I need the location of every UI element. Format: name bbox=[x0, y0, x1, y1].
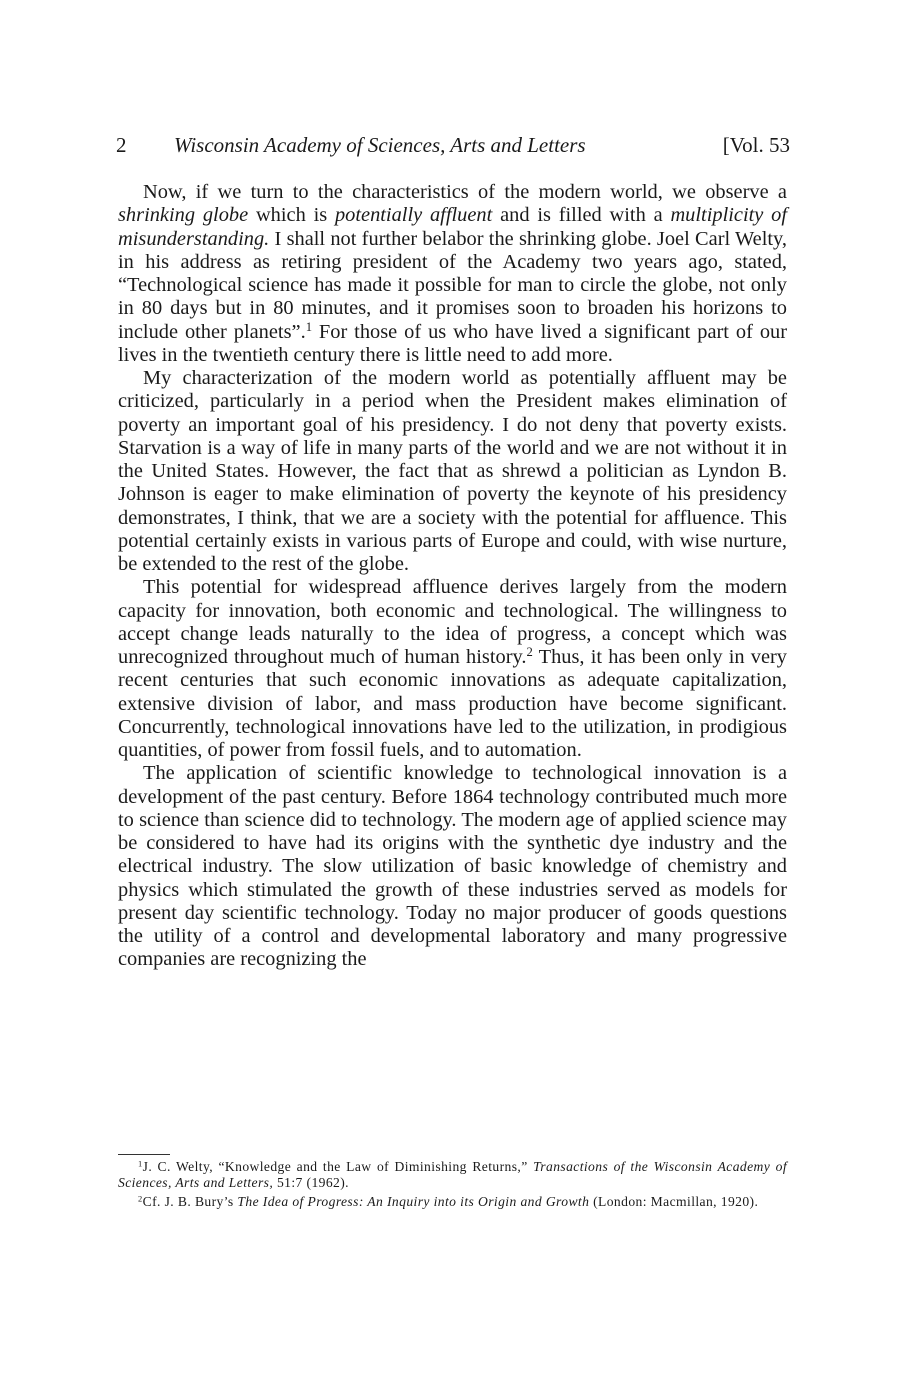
text-run: Cf. J. B. Bury’s bbox=[142, 1194, 238, 1209]
page-number: 2 bbox=[116, 133, 127, 157]
footnote-1 bbox=[118, 1159, 787, 1190]
text-run: and is filled with a bbox=[492, 204, 671, 227]
text-run: Thus, it has been only in very recent centuries that such economic innovations as adequate capitalization, extensive division of labor, and mass production have become significant. Concurrently, technological innovations have led to the utilization, in prodigious quantities, of power from fossil fuels, and to automation. bbox=[118, 646, 787, 761]
text-run: I shall not further belabor the shrinking globe. Joel Carl Welty, in his address as retiring president of the Academy two years ago, stated, “Technological science has made it possible for man to circle the globe, not only in 80 days but in 80 minutes, and it promises soon to broaden his horizons to include other planets”. bbox=[118, 227, 787, 343]
text-run: J. C. Welty, “Knowledge and the Law of Diminishing Returns,” bbox=[142, 1159, 534, 1174]
footnote-mark: 1 bbox=[138, 1158, 143, 1169]
journal-title: Wisconsin Academy of Sciences, Arts and Letters bbox=[174, 133, 586, 157]
text-run: For those of us who have lived a significant part of our lives in the twentieth century there is little need to add more. bbox=[118, 320, 788, 366]
text-run: which is bbox=[248, 204, 335, 227]
footnote-2 bbox=[118, 1194, 787, 1210]
text-run: (London: Macmillan, 1920). bbox=[589, 1194, 759, 1209]
article-body bbox=[118, 181, 787, 972]
italic-run: potentially affluent bbox=[334, 204, 493, 227]
italic-run: The Idea of Progress: An Inquiry into its Origin and Growth bbox=[237, 1194, 590, 1209]
italic-run: shrinking globe bbox=[118, 204, 249, 227]
paragraph-4: The application of scientific knowledge to technological innovation is a development of the past century. Before 1864 technology contributed much more to science than science did to technology. The modern age of applied science may be considered to have had its origins with the synthetic dye industry and the electrical industry. The slow utilization of basic knowledge of chemistry and physics which stimulated the growth of these industries served as models for present day scientific technology. Today no major producer of goods questions the utility of a control and developmental laboratory and many progressive companies are recognizing the bbox=[118, 762, 787, 971]
volume-label: [Vol. 53 bbox=[722, 133, 790, 157]
paragraph-3 bbox=[118, 576, 787, 762]
italic-run: Transactions of the Wisconsin Academy of Sciences, Arts and Letters, bbox=[118, 1159, 788, 1190]
paragraph-2: My characterization of the modern world as potentially affluent may be criticized, particularly in a period when the President makes elimination of poverty an important goal of his presidency. I do not deny that poverty exists. Starvation is a way of life in many parts of the world and we are not without it in the United States. However, the fact that as shrewd a politician as Lyndon B. Johnson is eager to make elimination of poverty the keynote of his presidency demonstrates, I think, that we are a society with the potential for affluence. This potential certainly exists in various parts of Europe and could, with wise nurture, be extended to the rest of the globe. bbox=[118, 367, 787, 575]
text-run: Now, if we turn to the characteristics of the modern world, we observe a bbox=[143, 181, 787, 203]
text-run: 51:7 (1962). bbox=[273, 1174, 349, 1190]
footnote-rule bbox=[118, 1154, 170, 1155]
footnote-ref-1: 1 bbox=[305, 319, 312, 334]
paragraph-1 bbox=[118, 181, 787, 367]
footnotes bbox=[118, 1159, 787, 1214]
italic-run: multiplicity of misunderstanding. bbox=[118, 204, 787, 250]
footnote-ref-2: 2 bbox=[526, 645, 533, 660]
footnote-mark: 2 bbox=[138, 1193, 143, 1204]
text-run: This potential for widespread affluence derives largely from the modern capacity for innovation, both economic and technological. The willingness to accept change leads naturally to the idea of progress, a concept which was unrecognized throughout much of human history. bbox=[118, 576, 787, 668]
